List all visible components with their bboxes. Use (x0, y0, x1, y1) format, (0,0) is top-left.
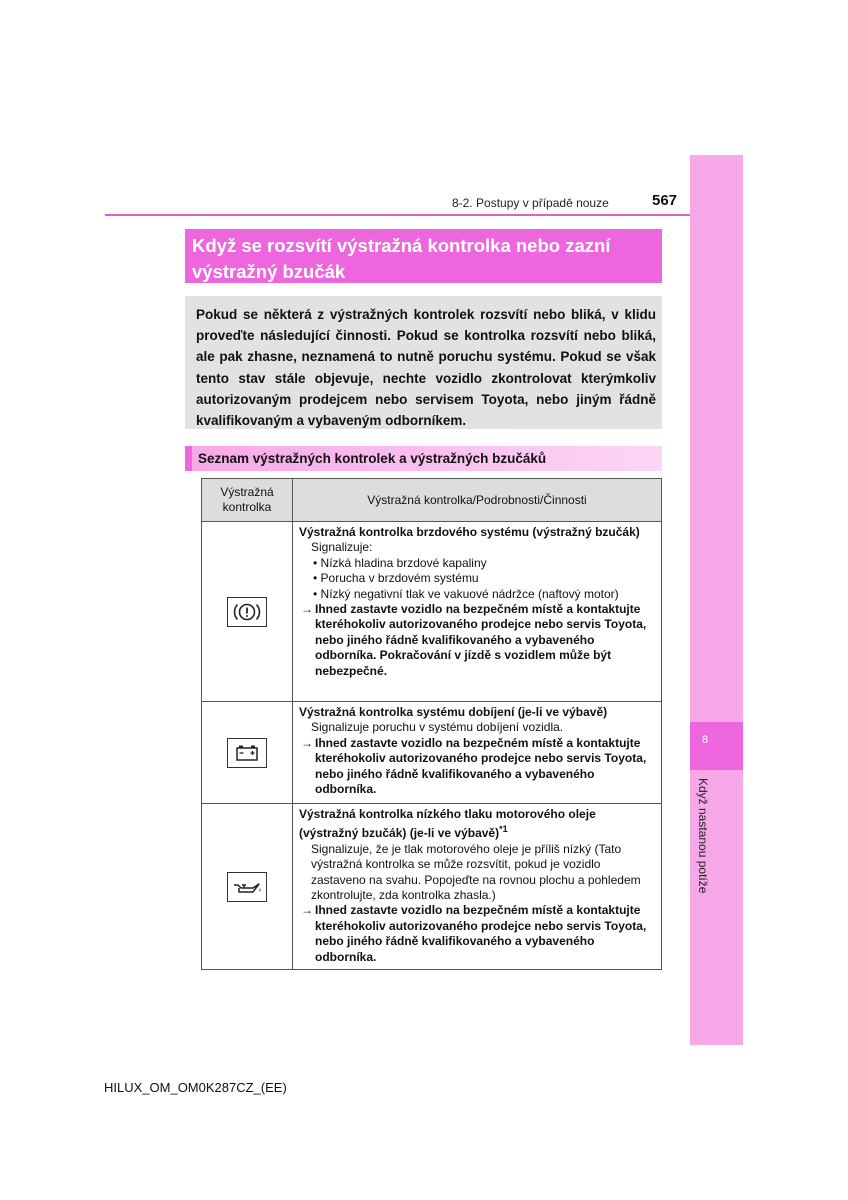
row-title: Výstražná kontrolka nízkého tlaku motorového oleje (výstražný bzučák) (je-li ve výbavě)$^{*1}$ (299, 807, 596, 841)
column-header-icon: Výstražná kontrolka (202, 479, 293, 522)
table-row (202, 522, 662, 702)
icon-cell (202, 522, 293, 702)
arrow-icon: → (301, 602, 313, 617)
icon-cell (202, 702, 293, 804)
chapter-number-block (690, 722, 743, 770)
intro-text: Pokud se některá z výstražných kontrolek rozsvítí nebo bliká, v klidu proveďte následující činnosti. Pokud se kontrolka rozsvítí nebo bliká, ale pak zhasne, neznamená to nutně poruchu systému. Pokud se však tento stav stále objevuje, nechte vozidlo zkontrolovat kterýmkoliv autorizovaným prodejcem nebo servisem Toyota, nebo jiným řádně kvalifikovaným a vybaveným odborníkem. (196, 307, 656, 429)
row-title: Výstražná kontrolka systému dobíjení (je-li ve výbavě) (299, 705, 608, 719)
page-number: 567 (652, 192, 678, 209)
row-intro: Signalizuje, že je tlak motorového oleje je příliš nízký (Tato výstražná kontrolka se může rozsvítit, pokud je vozidlo zastaveno na svahu. Popojeďte na rovnou plochu a pohledem zkontrolujte, zda kontrolka zhasla.) (311, 841, 641, 903)
row-title: Výstražná kontrolka brzdového systému (výstražný bzučák) (299, 525, 640, 539)
icon-cell (202, 804, 293, 970)
arrow-icon: → (301, 903, 313, 918)
column-header-details: Výstražná kontrolka/Podrobnosti/Činnosti (293, 479, 662, 522)
subheading-accent (185, 446, 192, 471)
row-description (293, 804, 662, 970)
row-description (293, 522, 662, 702)
row-description (293, 702, 662, 804)
subheading: Seznam výstražných kontrolek a výstražných bzučáků (198, 451, 547, 466)
warning-table (201, 478, 662, 970)
row-intro: Signalizuje poruchu v systému dobíjení vozidla. (311, 720, 564, 735)
list-item: • Porucha v brzdovém systému (313, 571, 479, 586)
section-header: 8-2. Postupy v případě nouze (452, 196, 609, 210)
header-rule (105, 214, 690, 216)
chapter-number: 8 (702, 734, 709, 746)
page-title: Když se rozsvítí výstražná kontrolka nebo zazní výstražný bzučák (192, 235, 611, 282)
row-action: → Ihned zastavte vozidlo na bezpečném místě a kontaktujte kteréhokoliv autorizovaného prodejce nebo servis Toyota, nebo jiného řádně kvalifikovaného a vybaveného odborníka. (301, 735, 647, 797)
document-code: HILUX_OM_OM0K287CZ_(EE) (104, 1080, 287, 1095)
footnote-marker: *1 (499, 824, 508, 835)
row-action: → Ihned zastavte vozidlo na bezpečném místě a kontaktujte kteréhokoliv autorizovaného prodejce nebo servis Toyota, nebo jiného řádně kvalifikovaného a vybaveného odborníka. Pokračování v jízdě s vozidlem může být nebezpečné. (301, 602, 647, 678)
table-row (202, 804, 662, 970)
brake-warning-icon (227, 597, 267, 627)
table-header-row (202, 479, 662, 522)
arrow-icon: → (301, 735, 313, 750)
row-intro: Signalizuje: (311, 540, 373, 555)
chapter-label: Když nastanou potíže (696, 778, 710, 894)
row-action: → Ihned zastavte vozidlo na bezpečném místě a kontaktujte kteréhokoliv autorizovaného prodejce nebo servis Toyota, nebo jiného řádně kvalifikovaného a vybaveného odborníka. (301, 903, 647, 964)
chapter-side-tab (690, 155, 743, 1045)
battery-charging-icon (227, 738, 267, 768)
list-item: • Nízký negativní tlak ve vakuové nádržce (naftový motor) (313, 586, 619, 601)
list-item: • Nízká hladina brzdové kapaliny (313, 555, 487, 570)
oil-pressure-icon (227, 872, 267, 902)
table-row (202, 702, 662, 804)
